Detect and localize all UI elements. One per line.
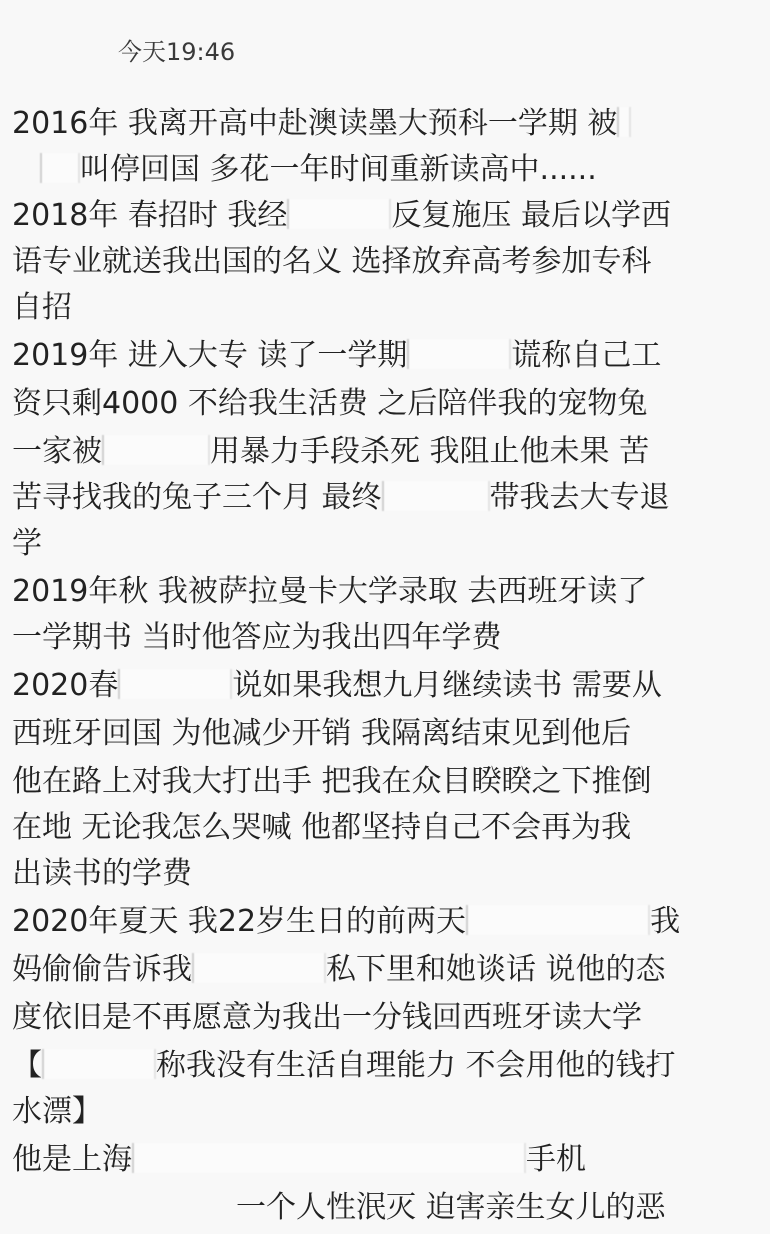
message-line — [12, 430, 649, 474]
message-line — [12, 570, 647, 614]
message-text: 一个人性泯灭 迫害亲生女儿的恶 — [236, 1190, 666, 1225]
redaction-mark — [192, 953, 326, 983]
message-line — [12, 852, 192, 896]
message-line — [12, 286, 72, 330]
message-text: 一家被 — [12, 434, 102, 469]
message-line — [12, 664, 662, 708]
redaction-mark — [118, 669, 232, 699]
redaction-mark — [42, 1049, 156, 1079]
message-line — [12, 194, 671, 238]
message-text: 语专业就送我出国的名义 选择放弃高考参加专科 — [12, 244, 652, 279]
message-text: 西班牙回国 为他减少开销 我隔离结束见到他后 — [12, 716, 632, 751]
redaction-mark — [102, 435, 210, 465]
message-text: 2016年 我离开高中赴澳读墨大预科一学期 被 — [12, 106, 618, 141]
redaction-mark — [466, 905, 650, 935]
message-line — [12, 1138, 586, 1182]
message-line — [12, 1044, 676, 1088]
message-line — [12, 712, 631, 756]
message-text: 2018年 春招时 我经 — [12, 198, 288, 233]
message-text: 我 — [650, 904, 681, 939]
message-text: 手机 — [526, 1142, 586, 1177]
message-text: 2020年夏天 我22岁生日的前两天 — [12, 904, 467, 939]
message-text: 带我去大专退 — [489, 480, 670, 515]
message-text: 他在路上对我大打出手 把我在众目睽睽之下推倒 — [12, 764, 652, 799]
message-line — [12, 334, 661, 378]
message-line — [12, 806, 631, 850]
message-text: 他是上海 — [12, 1142, 132, 1177]
message-text: 苦寻找我的兔子三个月 最终 — [12, 480, 382, 515]
message-text: 叫停回国 多花一年时间重新读高中...... — [80, 152, 597, 187]
message-text: 谎称自己工 — [511, 338, 662, 373]
message-text: 自招 — [12, 290, 72, 325]
message-text: 称我没有生活自理能力 不会用他的钱打 — [156, 1048, 676, 1083]
message-line — [12, 900, 680, 944]
message-line — [12, 102, 631, 146]
message-text: 在地 无论我怎么哭喊 他都坚持自己不会再为我 — [12, 810, 632, 845]
redaction-mark — [407, 339, 511, 369]
message-text: 度依旧是不再愿意为我出一分钱回西班牙读大学 — [12, 1000, 642, 1035]
message-line — [12, 522, 42, 566]
message-text: 【 — [12, 1048, 42, 1083]
message-line — [236, 1186, 666, 1230]
message-text: 一学期书 当时他答应为我出四年学费 — [12, 620, 502, 655]
message-line — [12, 382, 647, 426]
message-text: 用暴力手段杀死 我阻止他未果 苦 — [210, 434, 650, 469]
message-line — [12, 996, 642, 1040]
message-line — [40, 148, 597, 192]
redaction-mark — [617, 107, 631, 137]
message-text: 妈偷偷告诉我 — [12, 952, 192, 987]
message-text: 2020春 — [12, 668, 119, 703]
redaction-mark — [382, 481, 490, 511]
message-text: 出读书的学费 — [12, 856, 192, 891]
message-line — [12, 240, 652, 284]
message-text: 私下里和她谈话 说他的态 — [326, 952, 666, 987]
message-text: 反复施压 最后以学西 — [391, 198, 671, 233]
redaction-mark — [132, 1143, 526, 1173]
message-text: 说如果我想九月继续读书 需要从 — [232, 668, 662, 703]
message-line — [12, 476, 670, 520]
message-timestamp: 今天19:46 — [118, 38, 236, 66]
message-line — [12, 760, 652, 804]
message-text: 2019年 进入大专 读了一学期 — [12, 338, 408, 373]
message-text: 2019年秋 我被萨拉曼卡大学录取 去西班牙读了 — [12, 574, 648, 609]
redaction-mark — [40, 153, 80, 183]
message-text: 资只剩4000 不给我生活费 之后陪伴我的宠物兔 — [12, 386, 648, 421]
message-line — [12, 616, 502, 660]
message-line — [12, 1090, 102, 1134]
message-text: 学 — [12, 526, 42, 561]
message-line — [12, 948, 666, 992]
redaction-mark — [287, 199, 391, 229]
message-text: 水漂】 — [12, 1094, 102, 1129]
